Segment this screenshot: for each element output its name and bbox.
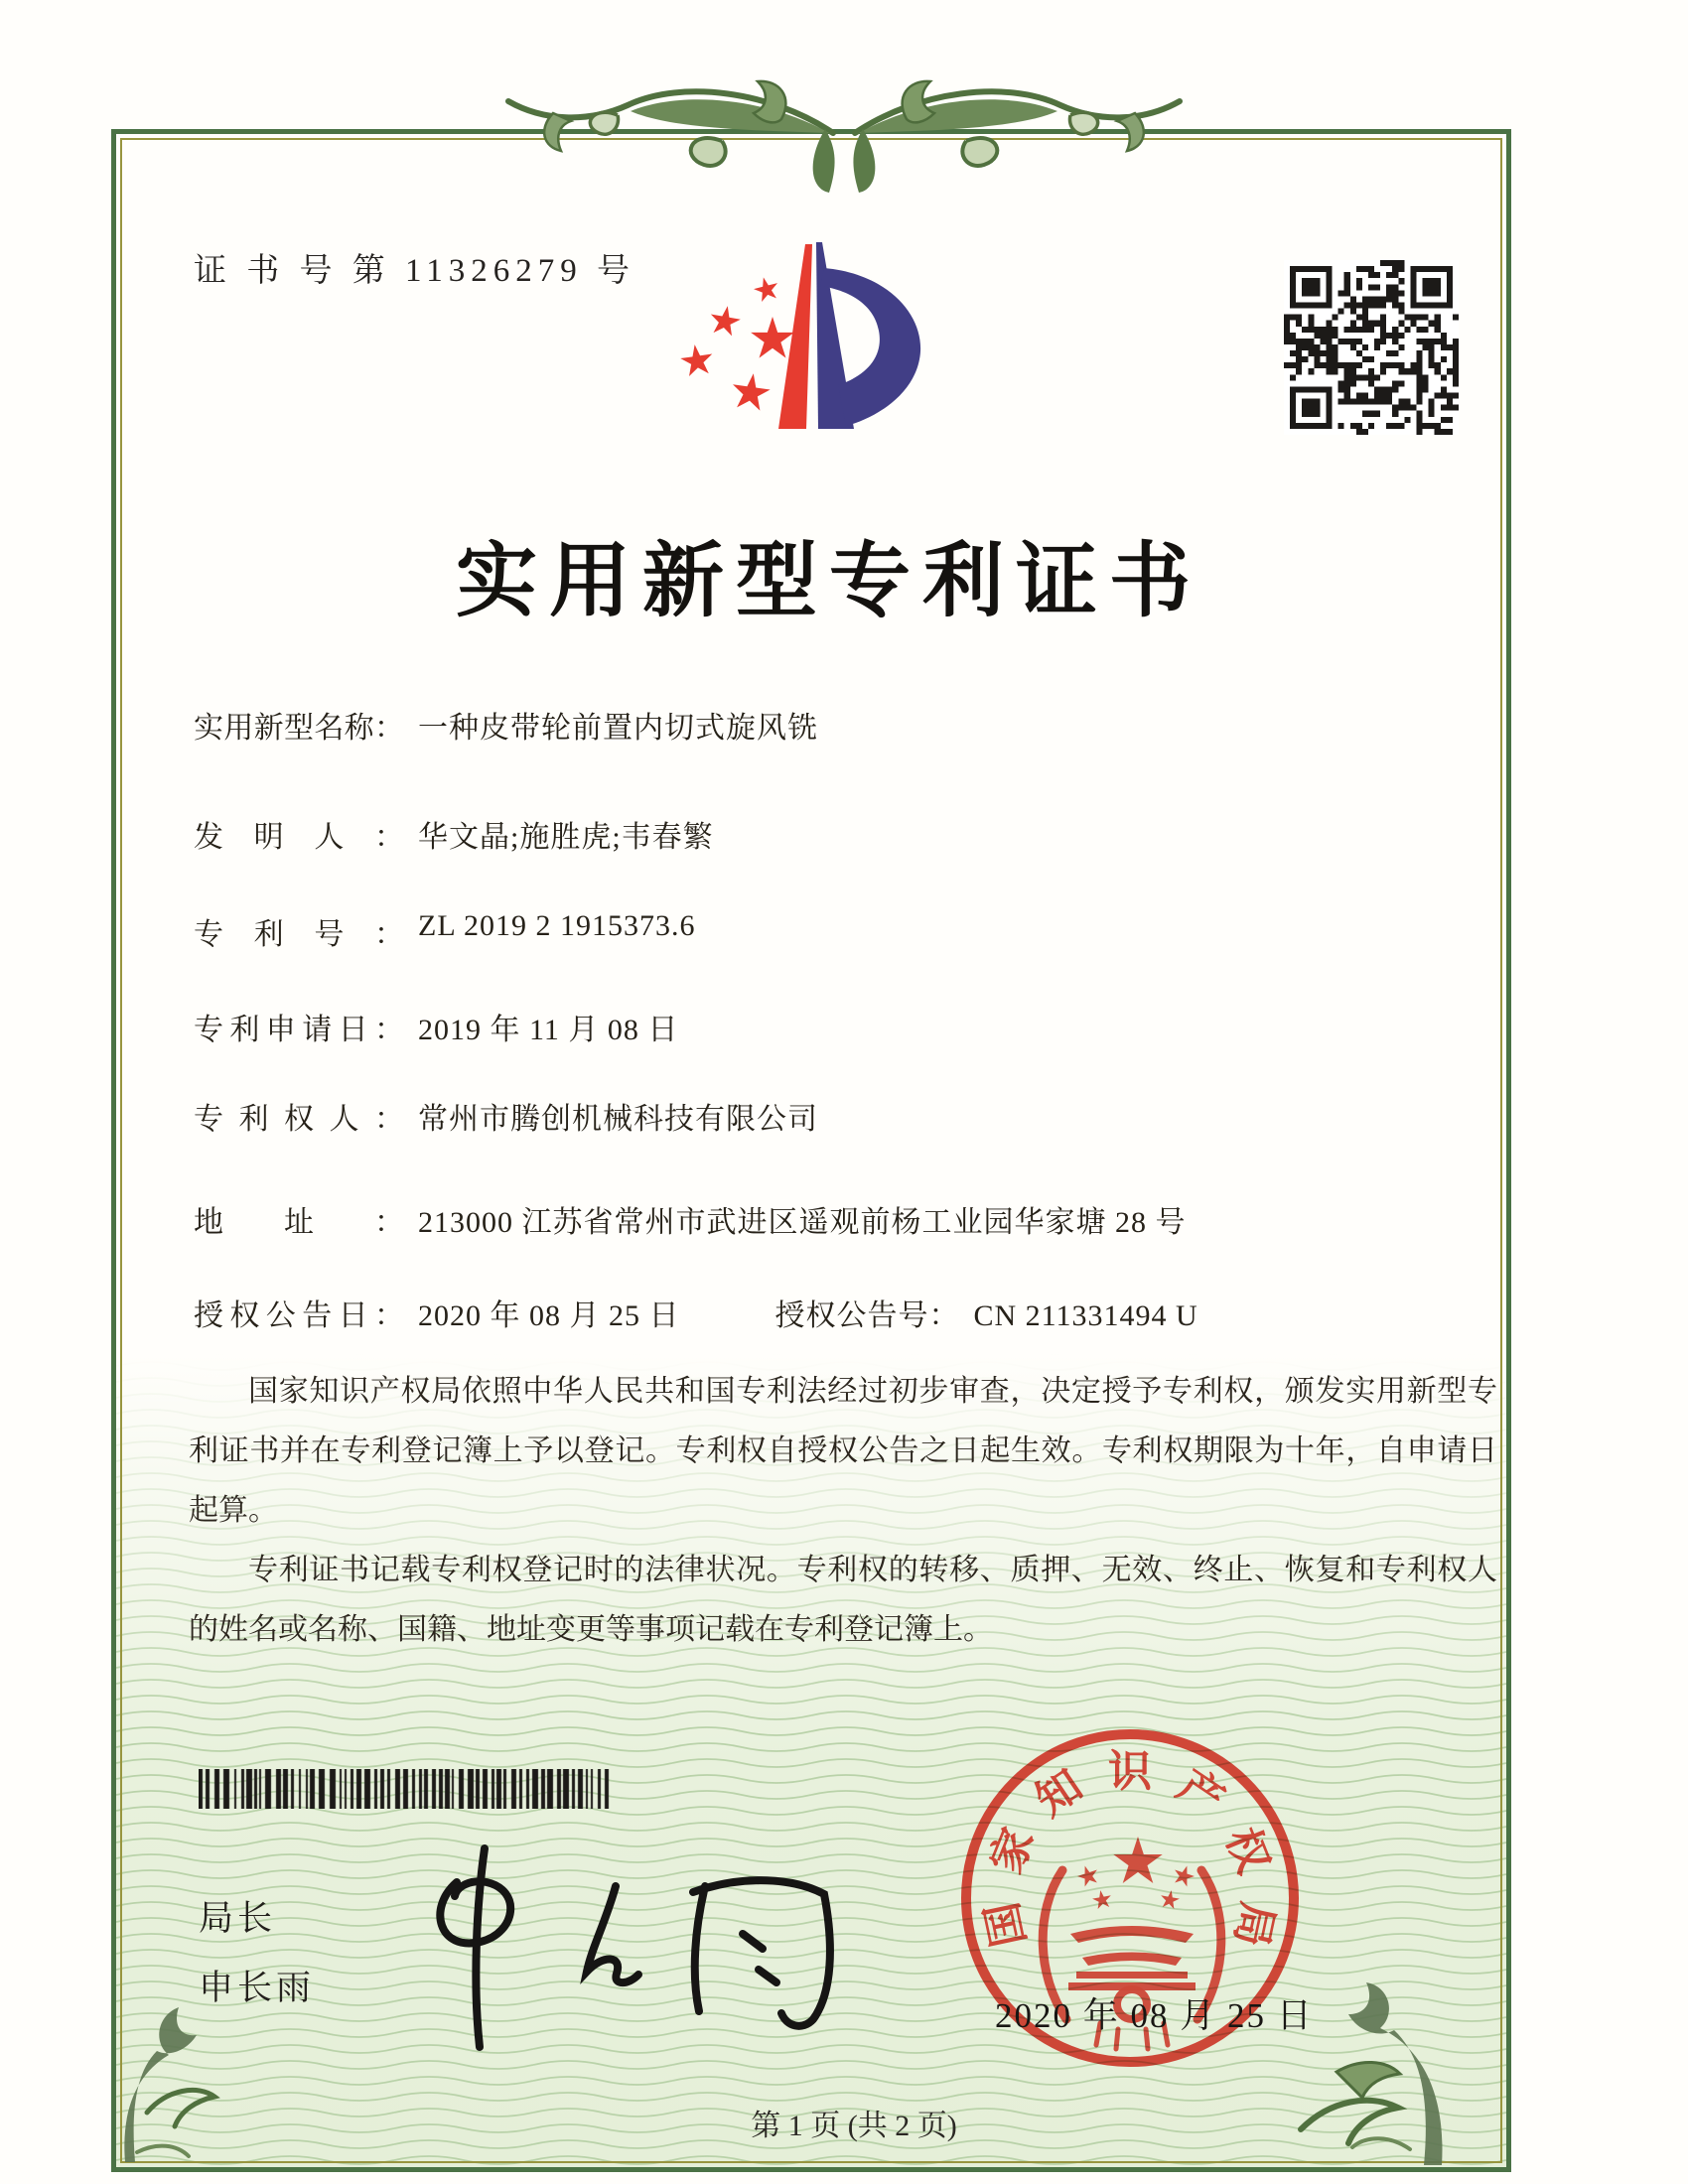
page-number: 第 1 页 (共 2 页) — [751, 2110, 957, 2142]
legal-paragraph: 专利证书记载专利权登记时的法律状况。专利权的转移、质押、无效、终止、恢复和专利权人的姓名或名称、国籍、地址变更等事项记载在专利登记簿上。 — [189, 1554, 1497, 1646]
seal-character: 识 — [1108, 1747, 1152, 1796]
field-label: 地址： — [194, 1206, 404, 1239]
legal-text — [189, 1362, 1497, 1660]
bottom-left-flourish — [117, 1993, 266, 2167]
handwritten-signature — [385, 1835, 862, 2068]
cnipa-logo-icon — [667, 234, 957, 439]
seal-character: 家 — [981, 1821, 1044, 1880]
field-value: 常州市腾创机械科技有限公司 — [418, 1103, 818, 1136]
seal-character: 权 — [1216, 1821, 1279, 1880]
field-value: 2020 年 08 月 25 日 — [418, 1299, 680, 1332]
certificate-number: 证 书 号 第 11326279 号 — [194, 253, 636, 289]
seal-character: 国 — [977, 1897, 1035, 1952]
field-label: 专利权人： — [194, 1103, 404, 1136]
field-label: 授权公告日： — [194, 1299, 404, 1332]
field-row-name — [194, 703, 1465, 747]
field-value: ZL 2019 2 1915373.6 — [418, 909, 696, 942]
field-label: 专利申请日： — [194, 1014, 404, 1046]
field-label: 发明人： — [194, 821, 404, 854]
officer-name: 申长雨 — [199, 1969, 316, 2007]
field-value: 华文晶;施胜虎;韦春繁 — [418, 821, 714, 854]
officer-title: 局长 — [199, 1899, 277, 1938]
field-label: 专利号： — [194, 918, 404, 951]
certificate-title: 实用新型专利证书 — [455, 536, 1202, 626]
seal-date: 2020 年 08 月 25 日 — [995, 1996, 1314, 2035]
field-label: 授权公告号： — [774, 1299, 960, 1332]
field-value: 2019 年 11 月 08 日 — [418, 1014, 679, 1046]
seal-character: 知 — [1027, 1760, 1091, 1826]
qr-code — [1284, 260, 1459, 435]
field-value: 213000 江苏省常州市武进区遥观前杨工业园华家塘 28 号 — [418, 1206, 1187, 1239]
field-label: 实用新型名称： — [194, 712, 404, 745]
field-row-address — [194, 1197, 1465, 1241]
field-value: CN 211331494 U — [973, 1299, 1198, 1332]
field-row-patent-no — [194, 909, 1465, 953]
field-row-patentee — [194, 1094, 1465, 1138]
field-value: 一种皮带轮前置内切式旋风铣 — [418, 712, 818, 745]
field-row-grant — [194, 1291, 1465, 1334]
legal-paragraph: 国家知识产权局依照中华人民共和国专利法经过初步审查，决定授予专利权，颁发实用新型专利证书并在专利登记簿上予以登记。专利权自授权公告之日起生效。专利权期限为十年，自申请日起算。 — [189, 1375, 1497, 1527]
field-row-filing-date — [194, 1005, 1465, 1048]
barcode — [199, 1769, 614, 1809]
seal-character: 产 — [1169, 1760, 1233, 1826]
field-row-inventor — [194, 812, 1465, 856]
seal-character: 局 — [1225, 1897, 1283, 1952]
top-border-ornament — [501, 71, 1187, 196]
